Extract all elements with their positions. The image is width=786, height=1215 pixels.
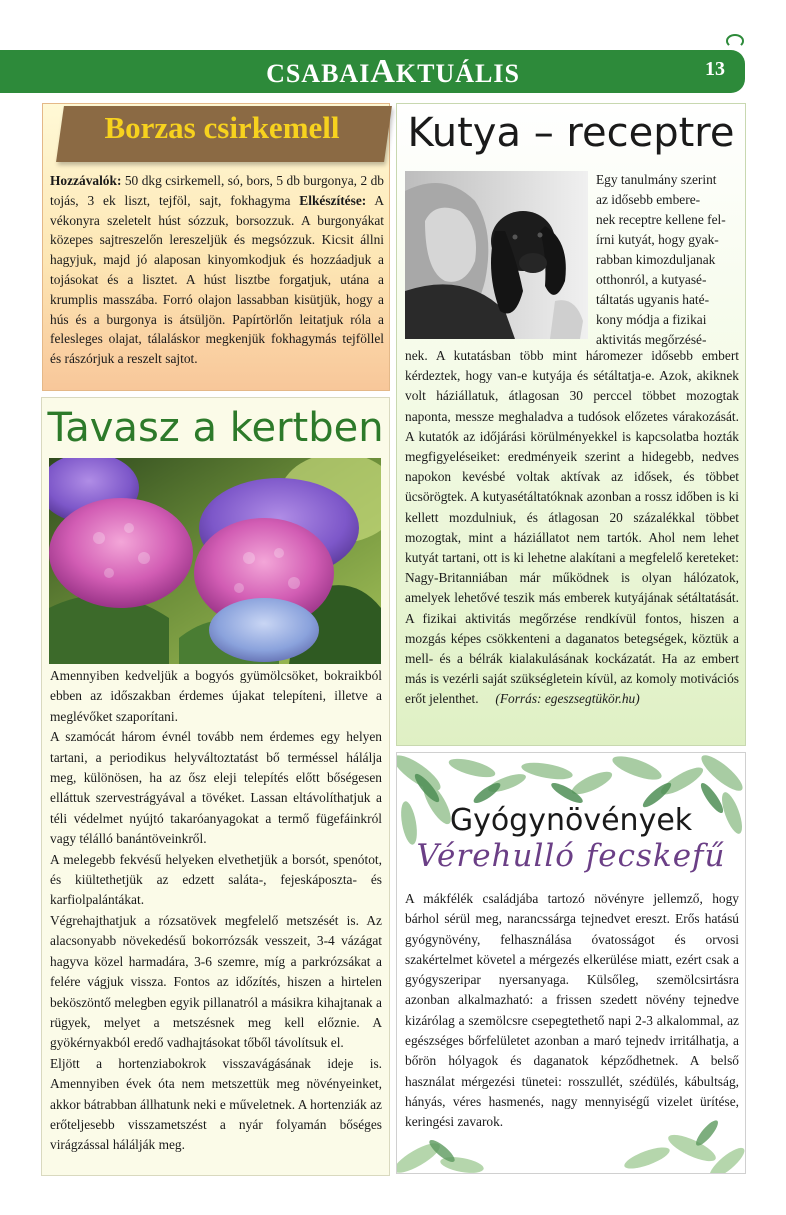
dog-intro-line: otthonról, a kutyasé-: [596, 272, 707, 287]
swirl-icon: [726, 34, 744, 48]
herb-text: A mákfélék családjába tartozó növényre jellemző, hogy bárhol sérül meg, narancssárga tejnedvet ereszt. Erős hatású gyógynövény, felhasználása óvatosságot és orvosi szakértelmet követel a mérgezés elkerülése miatt, ezért csak a gyógyszeripar nyersanyaga. Külsőleg, szemölcsirtásra azonban alkalmazható: a frissen szedett növény tejnedve kizárólag a szemölcsre csepegtethető napi 2-3 alkalommal, az egészséges bőrfelületet azonban a maró tejnedv irritálhatja, a bőrön hólyagok és daganatok képződhetnek. A belső használat mérgezési tünetei: rosszullét, szédülés, kábultság, hányás, véres hasmenés, nagy mennyiségű vizelet ürítése, keringési zavarok.: [405, 891, 739, 1130]
dog-intro-line: nek receptre kellene fel-: [596, 212, 726, 227]
dog-intro-line: az idősebb embere-: [596, 192, 701, 207]
garden-title: Tavasz a kertben: [47, 405, 384, 451]
dog-intro-line: rabban kimozduljanak: [596, 252, 716, 267]
garden-paragraph: A melegebb fekvésű helyeken elvethetjük a borsót, spenótot, és kiültethetjük az edzett saláta-, fejeskáposzta- és karfiolpalántákat.: [50, 851, 382, 908]
dog-intro-line: táltatás ugyanis haté-: [596, 292, 710, 307]
garden-paragraph: Amennyiben kedveljük a bogyós gyümölcsöket, bokraikból ebben az időszakban érdemes újakat telepíteni, illetve a meglévőket szaporítani.: [50, 668, 382, 724]
masthead-part-a: CSABAI: [266, 59, 371, 88]
garden-text: [50, 666, 382, 1156]
ingredients-label: Hozzávalók:: [50, 173, 122, 188]
method-label: Elkészítése:: [299, 192, 367, 208]
hydrangea-photo: [49, 458, 381, 664]
dog-intro: [596, 170, 739, 350]
page-number: 13: [705, 58, 725, 80]
dog-intro-line: írni kutyát, hogy gyak-: [596, 232, 719, 247]
dog-text: [405, 346, 739, 710]
recipe-title: Borzas csirkemell: [104, 110, 340, 145]
dog-body: nek. A kutatásban több mint háromezer idősebb embert kérdeztek, hogy van-e kutyája és sétáltatja-e. Azok, akiknek volt háziállatuk, átlagosan 30 perccel többet mozogtak naponta, messze meghaladva a tudósok előzetes várakozását. A kutatók az időjárási körülményekkel is kapcsolatba hozták megfigyeléseiket: eredményeik szerint a hidegebb, nedves napokon kevésbé voltak aktívak az idősek, és többet ücsörögtek. A kutyasétáltatóknak azonban a rossz időben is ki kellett mozdulniuk, és átlagosan 20 százalékkal többet mozogtak, mint a háziállatot nem tartók. Ahol nem lehet kutyát tartani, ott is ki lehetne alakítani a megfelelő kereteket: Nagy-Britanniában már működnek is olyan hálózatok, amelyek lehetővé teszik más emberek kutyájának sétáltatását. A fizikai aktivitás megőrzése rendkívül fontos, hiszen a mozgás képes csökkenteni a daganatos betegségek, köztük a mell- és a bélrák kialakulásának kockázatát. Ha az embert más is vezérli saját szükségletein kívül, az komoly motivációs erőt jelenthet.: [405, 348, 739, 707]
herb-subtitle: Vérehulló fecskefű: [416, 838, 726, 874]
garden-paragraph: Végrehajthatjuk a rózsatövek megfelelő metszését is. Az alacsonyabb növekedésű bokorrózsák vesszeit, 3-4 vázágat hagyva közel harmadára, 3-6 szemre, míg a parkrózsákat a felére vágjuk vissza. Fontos az időzítés, hiszen a hirtelen beköszöntő melegben egyik pillanatról a másikra kihajtanak a rügyek, melyet a metszésnek meg kell előznie. A gyökérnyakból eredő vadhajtásokat tőből távolítsuk el.: [50, 912, 382, 1051]
dog-intro-line: aktivitás megőrzésé-: [596, 332, 707, 347]
ingredients-text: 50 dkg csirkemell, só, bors, 5 db burgonya, 2 db tojás, 3 ek liszt, tejföl, sajt, fokhagyma: [50, 173, 384, 208]
masthead: [0, 53, 786, 91]
masthead-part-b: A: [370, 53, 396, 90]
dog-source: (Forrás: egeszsegtükör.hu): [495, 691, 640, 707]
garden-paragraph: Eljött a hortenziabokrok visszavágásának ideje is. Amennyiben évek óta nem metszettük meg növényeinket, akkor bátrabban állhatunk neki e műveletnek. A hortenziák az erőteljesebb visszametszést a nyár folyamán bőséges virágzással hálálják meg.: [50, 1055, 382, 1153]
dog-intro-line: kony módja a fizikai: [596, 312, 707, 327]
garden-paragraph: A szamócát három évnél tovább nem érdemes egy helyen tartani, a periodikus helyváltoztatást bő terméssel hálálja meg, különösen, ha az ősz eleji telepítés előtt bőségesen elláttuk szervestrágyával a tövéket. Lassan eltávolíthatjuk a téli védelmet nyújtó takaróanyagokat a termő fügefáinkról vagy télálló banántöveinkről.: [50, 729, 382, 847]
herb-title: Gyógynövények: [449, 803, 693, 838]
masthead-part-c: KTUÁLIS: [395, 59, 520, 88]
recipe-text: [50, 171, 384, 369]
dog-intro-line: Egy tanulmány szerint: [596, 172, 717, 187]
method-text: A vékonyra szeletelt húst sózzuk, borsozzuk. A burgonyákat közepes sajtreszelőn lereszeljük és megsózzuk. Kicsit állni hagyjuk, majd jó alaposan kinyomkodjuk és hozzáadjuk a tojásokat és a lisztet. A húst lisztbe forgatjuk, utána a krumplis masszába. Forró olajon lassabban kisütjük, hogy a hús és a burgonya is átsüljön. Papírtörlőn leitatjuk róla a felesleges olajat, tálaláskor megkenjük fokhagymás tejföllel és rászórjuk a reszelt sajtot.: [50, 192, 385, 367]
dog-and-owner-photo: [405, 171, 588, 339]
dog-title: Kutya – receptre: [407, 110, 735, 156]
